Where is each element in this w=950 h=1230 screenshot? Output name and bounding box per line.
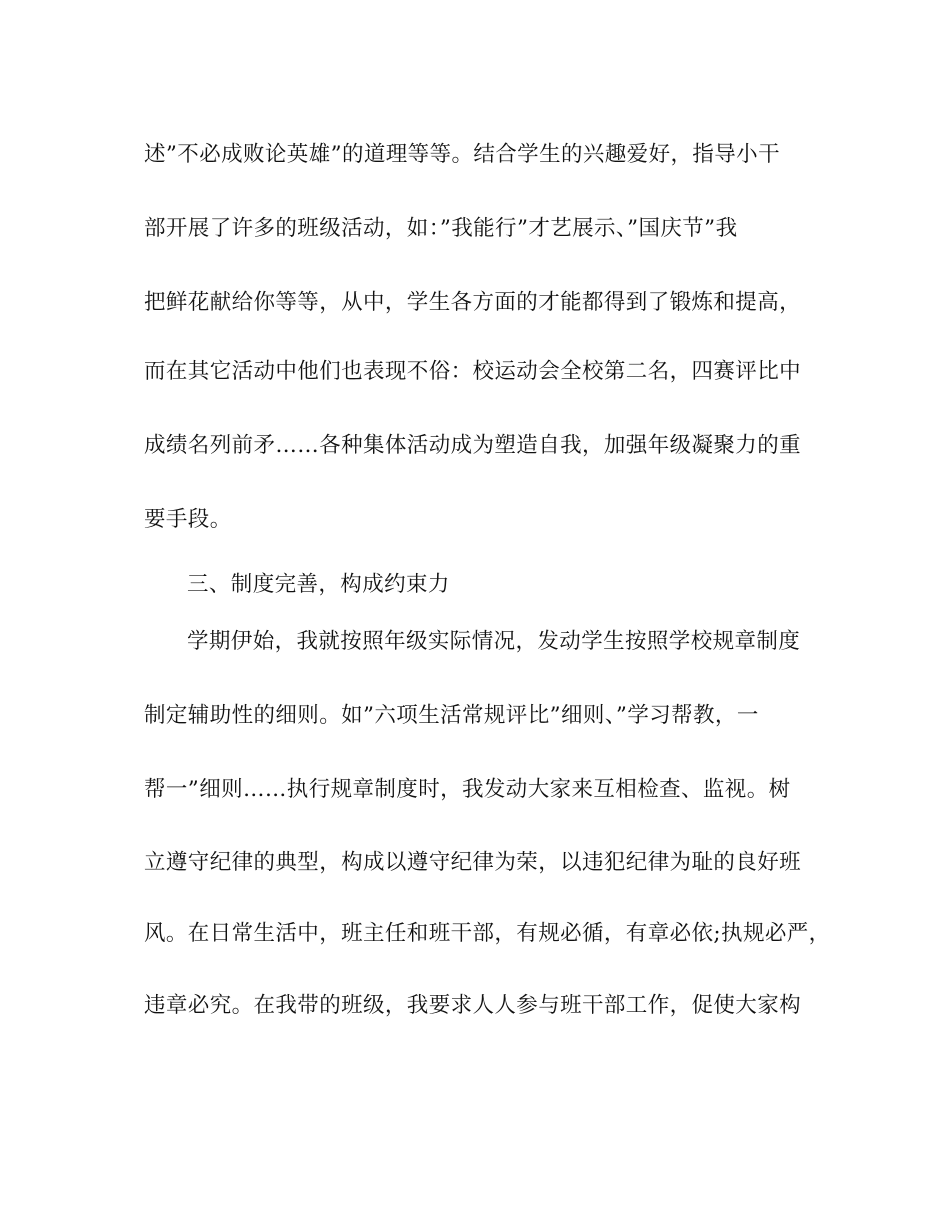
paragraph-line: 述”不必成败论英雄”的道理等等。结合学生的兴趣爱好，指导小干 [144, 142, 780, 167]
section-heading: 三、制度完善，构成约束力 [187, 572, 450, 597]
paragraph-line: 而在其它活动中他们也表现不俗：校运动会全校第二名，四赛评比中 [144, 359, 802, 384]
paragraph-line: 部开展了许多的班级活动，如：”我能行”才艺展示、”国庆节”我 [144, 216, 738, 241]
paragraph-line: 帮一”细则……执行规章制度时，我发动大家来互相检查、监视。树 [144, 777, 791, 802]
paragraph-line: 学期伊始，我就按照年级实际情况，发动学生按照学校规章制度 [187, 629, 801, 654]
paragraph-line: 要手段。 [144, 507, 232, 532]
paragraph-line: 制定辅助性的细则。如”六项生活常规评比”细则、”学习帮教，一 [144, 703, 759, 728]
paragraph-line: 违章必究。在我带的班级，我要求人人参与班干部工作，促使大家构 [144, 993, 802, 1018]
paragraph-line: 把鲜花献给你等等，从中，学生各方面的才能都得到了锻炼和提高， [144, 290, 802, 315]
paragraph-line: 风。在日常生活中，班主任和班干部，有规必循，有章必依;执规必严， [144, 921, 831, 946]
paragraph-line: 立遵守纪律的典型，构成以遵守纪律为荣，以违犯纪律为耻的良好班 [144, 850, 802, 875]
paragraph-line: 成绩名列前矛……各种集体活动成为塑造自我，加强年级凝聚力的重 [144, 433, 802, 458]
